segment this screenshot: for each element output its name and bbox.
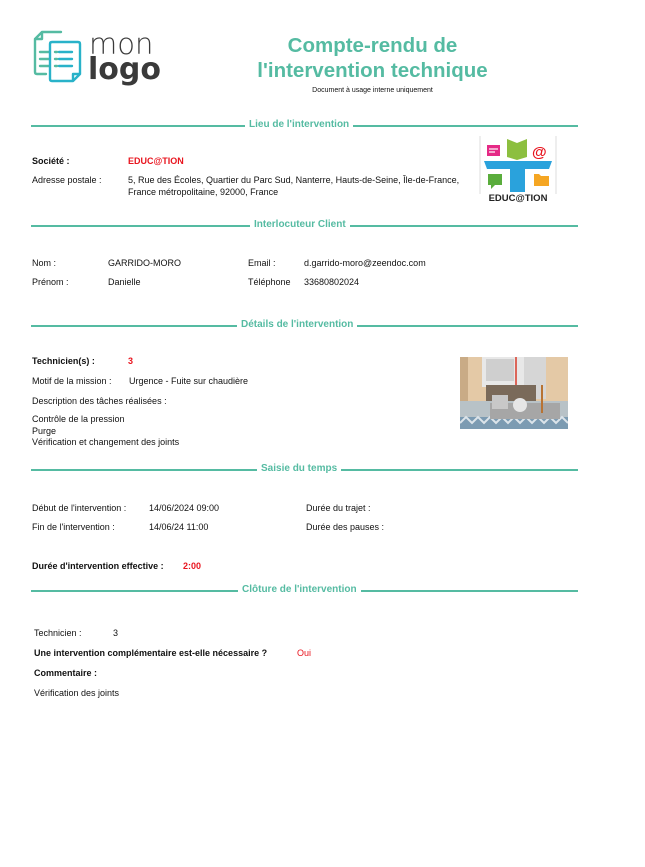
section-title: Détails de l'intervention bbox=[237, 318, 357, 332]
title-line-2: l'intervention technique bbox=[257, 59, 488, 82]
tasks-list bbox=[32, 414, 179, 449]
company-logo bbox=[479, 136, 557, 206]
techniciens-value: 3 bbox=[128, 356, 134, 366]
adresse-value: 5, Rue des Écoles, Quartier du Parc Sud, Nanterre, Hauts-de-Seine, Île-de-France, France métropolitaine, 92000, France bbox=[128, 175, 460, 197]
motif-value: Urgence - Fuite sur chaudière bbox=[129, 376, 249, 386]
email-label: Email : bbox=[248, 258, 276, 268]
complementaire-label: Une intervention complémentaire est-elle nécessaire ? bbox=[34, 648, 268, 658]
section-header-details bbox=[31, 318, 578, 332]
fin-label: Fin de l'intervention : bbox=[32, 522, 115, 532]
technicien-label: Technicien : bbox=[34, 628, 82, 638]
societe-value: EDUC@TION bbox=[128, 156, 184, 166]
nom-value: GARRIDO-MORO bbox=[108, 258, 181, 268]
title-line-1: Compte-rendu de bbox=[287, 34, 458, 57]
telephone-label: Téléphone bbox=[248, 277, 291, 287]
pauses-label: Durée des pauses : bbox=[306, 522, 385, 532]
boiler-photo-image bbox=[460, 357, 568, 429]
logo-text-logo: logo bbox=[88, 52, 161, 87]
trajet-label: Durée du trajet : bbox=[306, 503, 371, 513]
task-item: Purge bbox=[32, 425, 57, 436]
section-title: Saisie du temps bbox=[257, 462, 341, 476]
section-header-cloture bbox=[31, 583, 578, 597]
logo-text-mon: mon bbox=[89, 27, 154, 61]
description-label: Description des tâches réalisées : bbox=[32, 396, 167, 406]
complementaire-value: Oui bbox=[297, 648, 312, 658]
brand-logo bbox=[28, 27, 161, 90]
debut-label: Début de l'intervention : bbox=[32, 503, 127, 513]
task-item: Vérification et changement des joints bbox=[32, 437, 180, 447]
section-title: Clôture de l'intervention bbox=[238, 583, 361, 597]
email-value: d.garrido-moro@zeendoc.com bbox=[304, 258, 426, 268]
societe-label: Société : bbox=[32, 156, 70, 166]
education-logo-icon bbox=[479, 136, 557, 194]
section-title: Interlocuteur Client bbox=[250, 218, 350, 232]
motif-label: Motif de la mission : bbox=[32, 376, 112, 386]
prenom-label: Prénom : bbox=[32, 277, 69, 287]
fin-value: 14/06/24 11:00 bbox=[149, 522, 209, 532]
section-title: Lieu de l'intervention bbox=[245, 118, 353, 132]
telephone-value: 33680802024 bbox=[304, 277, 360, 287]
technicien-value: 3 bbox=[113, 628, 119, 638]
commentaire-value: Vérification des joints bbox=[34, 688, 120, 698]
page-subtitle: Document à usage interne uniquement bbox=[312, 87, 433, 94]
section-header-interlocuteur bbox=[31, 218, 578, 232]
adresse-label: Adresse postale : bbox=[32, 175, 102, 185]
page-title bbox=[200, 33, 545, 83]
commentaire-label: Commentaire : bbox=[34, 668, 98, 678]
effective-label: Durée d'intervention effective : bbox=[32, 561, 164, 571]
task-item: Contrôle de la pression bbox=[32, 414, 125, 424]
debut-value: 14/06/2024 09:00 bbox=[149, 503, 220, 513]
nom-label: Nom : bbox=[32, 258, 57, 268]
company-logo-text: EDUC@TION bbox=[488, 193, 548, 204]
boiler-photo bbox=[460, 357, 568, 429]
effective-value: 2:00 bbox=[183, 561, 202, 571]
section-header-lieu bbox=[31, 118, 578, 132]
prenom-value: Danielle bbox=[108, 277, 141, 287]
document-copy-icon bbox=[28, 28, 88, 90]
svg-text:@: @ bbox=[532, 144, 547, 161]
techniciens-label: Technicien(s) : bbox=[32, 356, 95, 366]
section-header-temps bbox=[31, 462, 578, 476]
